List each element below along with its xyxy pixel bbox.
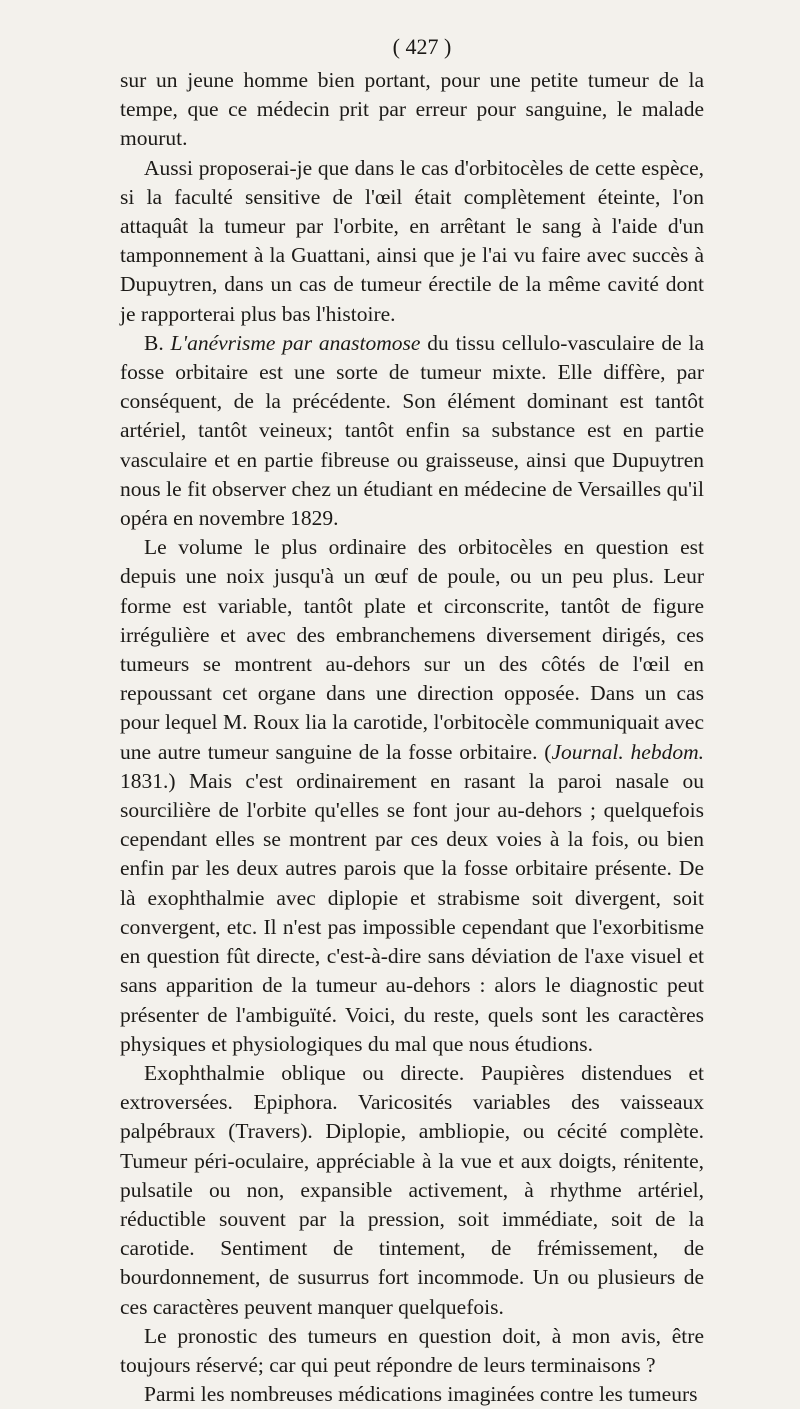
section-marker: B.	[144, 330, 164, 355]
volume-text-part-1: Le volume le plus ordinaire des orbitocèles en question est depuis une noix jusqu'à un œuf de poule, ou un peu plus. Leur forme est variable, tantôt plate et circonscrite, tantôt de figure irrégulière et avec des embranchemens diversement dirigés, ces tumeurs se montrent au-dehors sur un des côtés de l'œil en repoussant cet organe dans une direction opposée. Dans un cas pour lequel M. Roux lia la carotide, l'orbitocèle communiquait avec une autre tumeur sanguine de la fosse orbitaire. (	[120, 535, 704, 764]
section-b-body: du tissu cellulo-vasculaire de la fosse orbitaire est une sorte de tumeur mixte. Elle diffère, par conséquent, de la précédente. Son élément dominant est tantôt artériel, tantôt veineux; tantôt enfin sa substance est en partie vasculaire et en partie fibreuse ou graisseuse, ainsi que Dupuytren nous le fit observer chez un étudiant en médecine de Versailles qu'il opéra en novembre 1829.	[120, 330, 705, 531]
paragraph-prognosis: Le pronostic des tumeurs en question doit, à mon avis, être toujours réservé; car qui peut répondre de leurs terminaisons ?	[120, 1323, 704, 1377]
volume-text-part-2: 1831.) Mais c'est ordinairement en rasant la paroi nasale ou sourcilière de l'orbite qu'elles se font jour au-dehors ; quelquefois cependant elles se montrent par ces deux voies à la fois, ou bien enfin par les deux autres parois que la fosse orbitaire présente. De là exophthalmie avec diplopie et strabisme soit divergent, soit convergent, etc. Il n'est pas impossible cependant que l'exorbitisme en question fût directe, c'est-à-dire sans déviation de l'axe visuel et sans apparition de la tumeur au-dehors : alors le diagnostic peut présenter de l'ambiguïté. Voici, du reste, quels sont les caractères physiques et physiologiques du mal que nous étudions.	[120, 768, 704, 1056]
section-heading: L'anévrisme par anastomose	[170, 330, 421, 355]
paragraph-volume	[120, 533, 704, 1059]
paragraph-medications: Parmi les nombreuses médications imaginées contre les tumeurs	[144, 1382, 698, 1407]
paragraph-section-b	[120, 329, 704, 533]
page-number: ( 427 )	[392, 34, 452, 59]
journal-citation: Journal. hebdom.	[551, 739, 704, 764]
paragraph-symptoms: Exophthalmie oblique ou directe. Paupières distendues et extroversées. Epiphora. Varicosités variables des vaisseaux palpébraux (Travers). Diplopie, ambliopie, ou cécité complète. Tumeur péri-oculaire, appréciable à la vue et aux doigts, rénitente, pulsatile ou non, expansible activement, à rhythme artériel, réductible souvent par la pression, soit immédiate, soit de la carotide. Sentiment de tintement, de frémissement, de bourdonnement, de susurrus fort incommode. Un ou plusieurs de ces caractères peuvent manquer quelquefois.	[120, 1060, 704, 1319]
paragraph-orbit-approach: Aussi proposerai-je que dans le cas d'orbitocèles de cette espèce, si la faculté sensitive de l'œil était complètement éteinte, l'on attaquât la tumeur par l'orbite, en arrêtant le sang à l'aide d'un tamponnement à la Guattani, ainsi que je l'ai vu faire avec succès à Dupuytren, dans un cas de tumeur érectile de la même cavité dont je rapporterai plus bas l'histoire.	[120, 155, 704, 326]
paragraph-continuation: sur un jeune homme bien portant, pour une petite tumeur de la tempe, que ce médecin prit par erreur pour sanguine, le malade mourut.	[120, 68, 704, 151]
